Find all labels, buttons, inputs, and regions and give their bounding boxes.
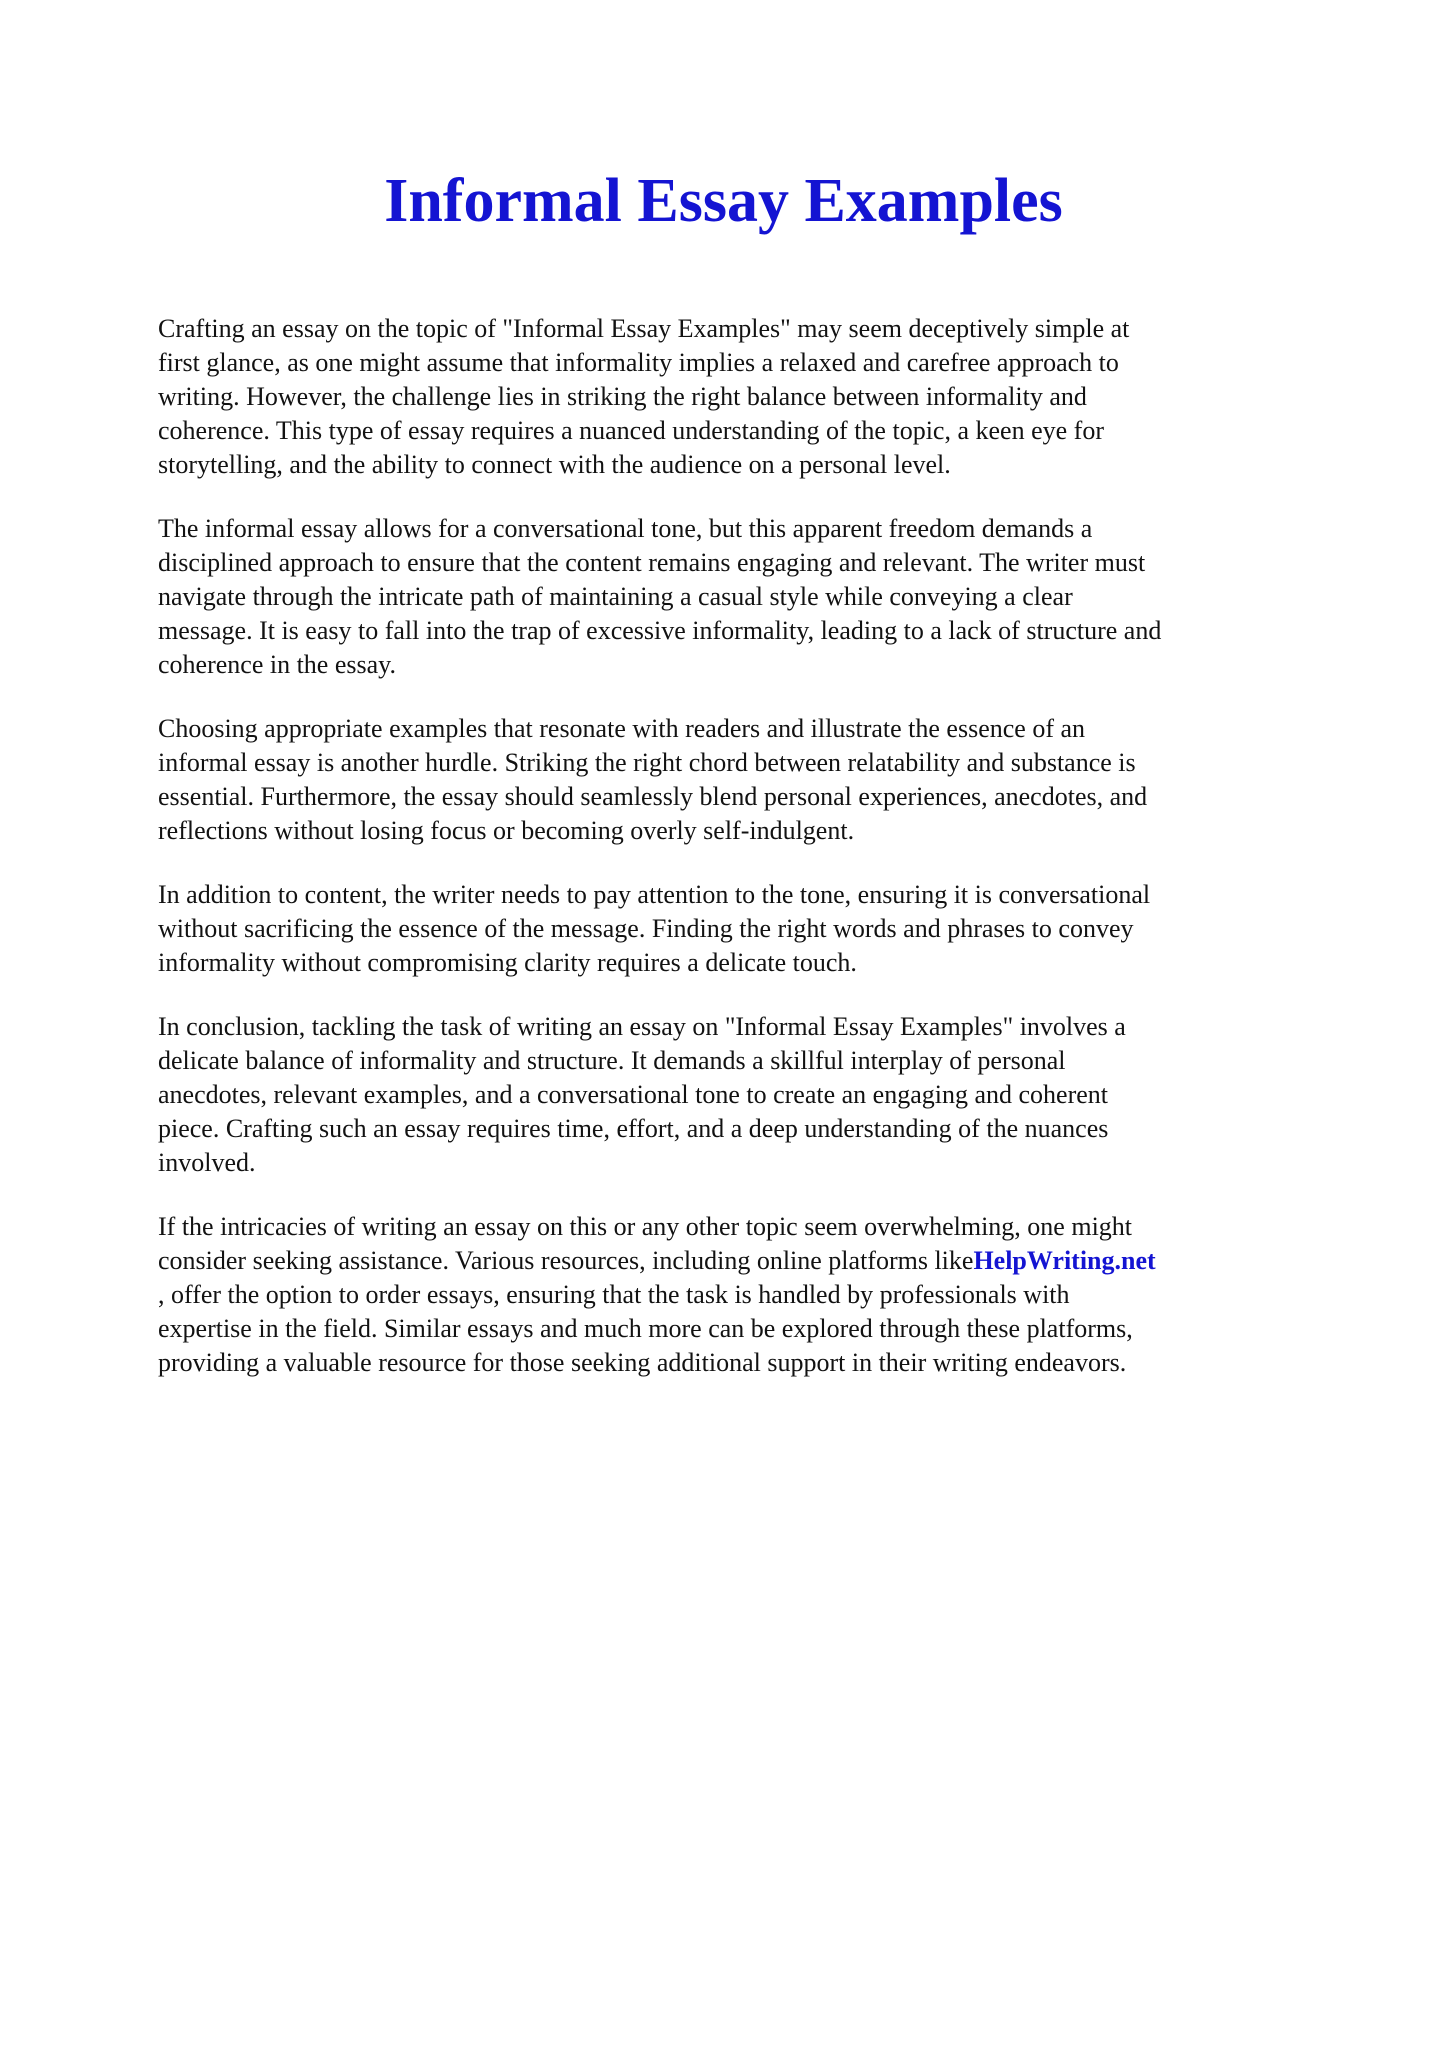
text-line <box>158 878 1368 912</box>
text-segment: message. It is easy to fall into the trap of excessive informality, leading to a lack of structure and <box>158 616 1162 645</box>
text-segment: informal essay is another hurdle. Striking the right chord between relatability and substance is <box>158 748 1136 777</box>
text-line <box>158 614 1368 648</box>
text-line <box>158 346 1368 380</box>
text-line <box>158 1010 1368 1044</box>
paragraph <box>158 512 1368 682</box>
text-line <box>158 312 1368 346</box>
text-segment: coherence. This type of essay requires a nuanced understanding of the topic, a keen eye for <box>158 416 1104 445</box>
text-segment: writing. However, the challenge lies in striking the right balance between informality and <box>158 382 1087 411</box>
text-line <box>158 1078 1368 1112</box>
text-line <box>158 1210 1368 1244</box>
text-line <box>158 1312 1368 1346</box>
text-line <box>158 1112 1368 1146</box>
text-segment: piece. Crafting such an essay requires time, effort, and a deep understanding of the nuances <box>158 1114 1109 1143</box>
paragraph <box>158 1010 1368 1180</box>
paragraph <box>158 878 1368 980</box>
text-line <box>158 780 1368 814</box>
text-line <box>158 746 1368 780</box>
text-line <box>158 814 1368 848</box>
text-segment: expertise in the field. Similar essays and much more can be explored through these platforms, <box>158 1314 1133 1343</box>
text-line <box>158 1278 1368 1312</box>
text-segment: storytelling, and the ability to connect with the audience on a personal level. <box>158 450 951 479</box>
text-segment: informality without compromising clarity requires a delicate touch. <box>158 948 857 977</box>
paragraph <box>158 712 1368 848</box>
text-segment: Choosing appropriate examples that resonate with readers and illustrate the essence of an <box>158 714 1086 743</box>
text-line <box>158 1044 1368 1078</box>
text-line <box>158 912 1368 946</box>
text-segment: , offer the option to order essays, ensuring that the task is handled by professionals with <box>158 1280 1070 1309</box>
text-segment: without sacrificing the essence of the message. Finding the right words and phrases to convey <box>158 914 1134 943</box>
text-segment: coherence in the essay. <box>158 650 396 679</box>
text-segment: involved. <box>158 1148 256 1177</box>
text-line <box>158 380 1368 414</box>
text-segment: navigate through the intricate path of maintaining a casual style while conveying a clear <box>158 582 1073 611</box>
text-segment: In conclusion, tackling the task of writing an essay on "Informal Essay Examples" involves a <box>158 1012 1126 1041</box>
text-segment: In addition to content, the writer needs to pay attention to the tone, ensuring it is conversational <box>158 880 1151 909</box>
text-line <box>158 546 1368 580</box>
text-line <box>158 580 1368 614</box>
paragraph <box>158 312 1368 482</box>
paragraph <box>158 1210 1368 1380</box>
document-body <box>158 312 1368 1410</box>
text-segment: disciplined approach to ensure that the content remains engaging and relevant. The writer must <box>158 548 1146 577</box>
text-line <box>158 512 1368 546</box>
text-segment: providing a valuable resource for those seeking additional support in their writing endeavors. <box>158 1348 1127 1377</box>
text-segment: first glance, as one might assume that informality implies a relaxed and carefree approach to <box>158 348 1119 377</box>
text-segment: consider seeking assistance. Various resources, including online platforms like <box>158 1246 974 1275</box>
text-segment: Crafting an essay on the topic of "Informal Essay Examples" may seem deceptively simple at <box>158 314 1130 343</box>
text-line <box>158 946 1368 980</box>
text-line <box>158 712 1368 746</box>
text-segment: The informal essay allows for a conversational tone, but this apparent freedom demands a <box>158 514 1093 543</box>
helpwriting-link[interactable]: HelpWriting.net <box>973 1246 1156 1275</box>
text-line <box>158 1146 1368 1180</box>
page-title: Informal Essay Examples <box>384 167 1063 235</box>
text-segment: anecdotes, relevant examples, and a conversational tone to create an engaging and coherent <box>158 1080 1109 1109</box>
text-segment: reflections without losing focus or becoming overly self-indulgent. <box>158 816 855 845</box>
text-line <box>158 448 1368 482</box>
text-segment: If the intricacies of writing an essay on this or any other topic seem overwhelming, one might <box>158 1212 1133 1241</box>
text-line <box>158 1346 1368 1380</box>
text-line <box>158 414 1368 448</box>
text-segment: essential. Furthermore, the essay should seamlessly blend personal experiences, anecdotes, and <box>158 782 1148 811</box>
text-segment: delicate balance of informality and structure. It demands a skillful interplay of personal <box>158 1046 1066 1075</box>
text-line <box>158 1244 1368 1278</box>
text-line <box>158 648 1368 682</box>
